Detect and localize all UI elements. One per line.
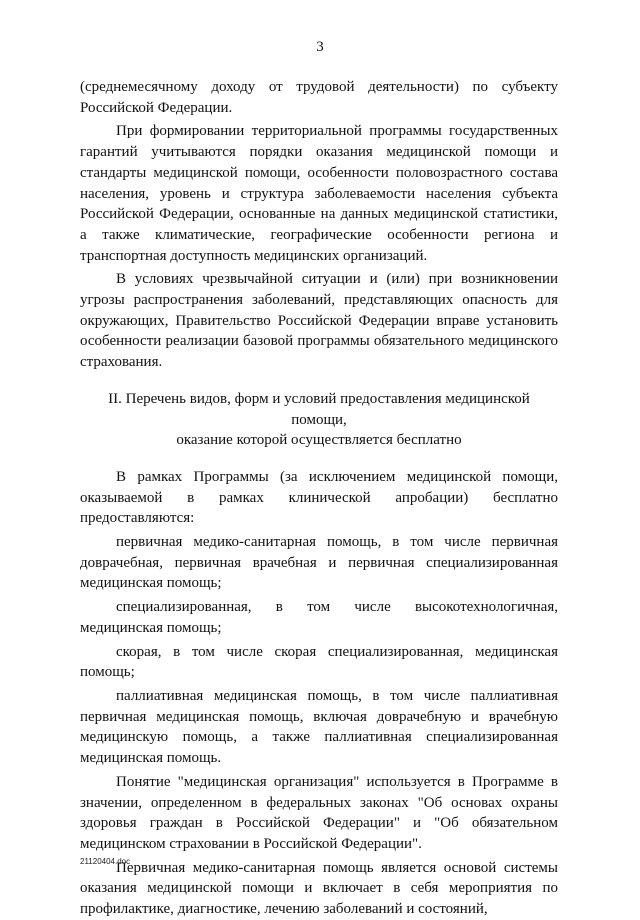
paragraph-territorial-program: При формировании территориальной программы государственных гарантий учитываются порядки оказания медицинской помощи и стандарты медицинской помощи, особенности половозрастного состава населения, уровень и структура заболеваемости населения субъекта Российской Федерации, основанные на данных медицинской статистики, а также климатические, географические особенности региона и транспортная доступность медицинских организаций. [80,123,558,264]
paragraph-primary-care-basis: Первичная медико-санитарная помощь является основой системы оказания медицинской помощи и включает в себя мероприятия по профилактике, диагностике, лечению заболеваний и состояний, [80,859,558,918]
list-item-primary-care: первичная медико-санитарная помощь, в том числе первичная доврачебная, первичная врачебная и первичная специализированная медицинская помощь; [80,534,558,592]
section-title-line2: оказание которой осуществляется бесплатно [176,432,462,449]
paragraph-emergency: В условиях чрезвычайной ситуации и (или) при возникновении угрозы распространения заболеваний, представляющих опасность для окружающих, Правительство Российской Федерации вправе установить особенности реализации базовой программы обязательного медицинского страхования. [80,271,558,371]
section-title [80,389,558,451]
footer-filename: 21120404.doc [80,857,131,866]
section-title-line1: II. Перечень видов, форм и условий предоставления медицинской помощи, [108,390,530,428]
page-number: 3 [316,39,324,55]
paragraph-program-scope: В рамках Программы (за исключением медицинской помощи, оказываемой в рамках клинической апробации) бесплатно предоставляются: [80,468,558,527]
document-body [80,77,558,920]
paragraph-continuation: (среднемесячному доходу от трудовой деятельности) по субъекту Российской Федерации. [80,79,558,116]
paragraph-medical-organization: Понятие "медицинская организация" используется в Программе в значении, определенном в федеральных законах "Об основах охраны здоровья граждан в Российской Федерации" и "Об обязательном медицинском страховании в Российской Федерации". [80,773,558,852]
list-item-specialized-care: специализированная, в том числе высокотехнологичная, медицинская помощь; [80,599,558,636]
list-item-palliative-care: паллиативная медицинская помощь, в том числе паллиативная первичная медицинская помощь, включая доврачебную и врачебную медицинскую помощь, а также паллиативная специализированная медицинская помощь. [80,687,558,767]
list-item-emergency-care: скорая, в том числе скорая специализированная, медицинская помощь; [80,643,558,681]
